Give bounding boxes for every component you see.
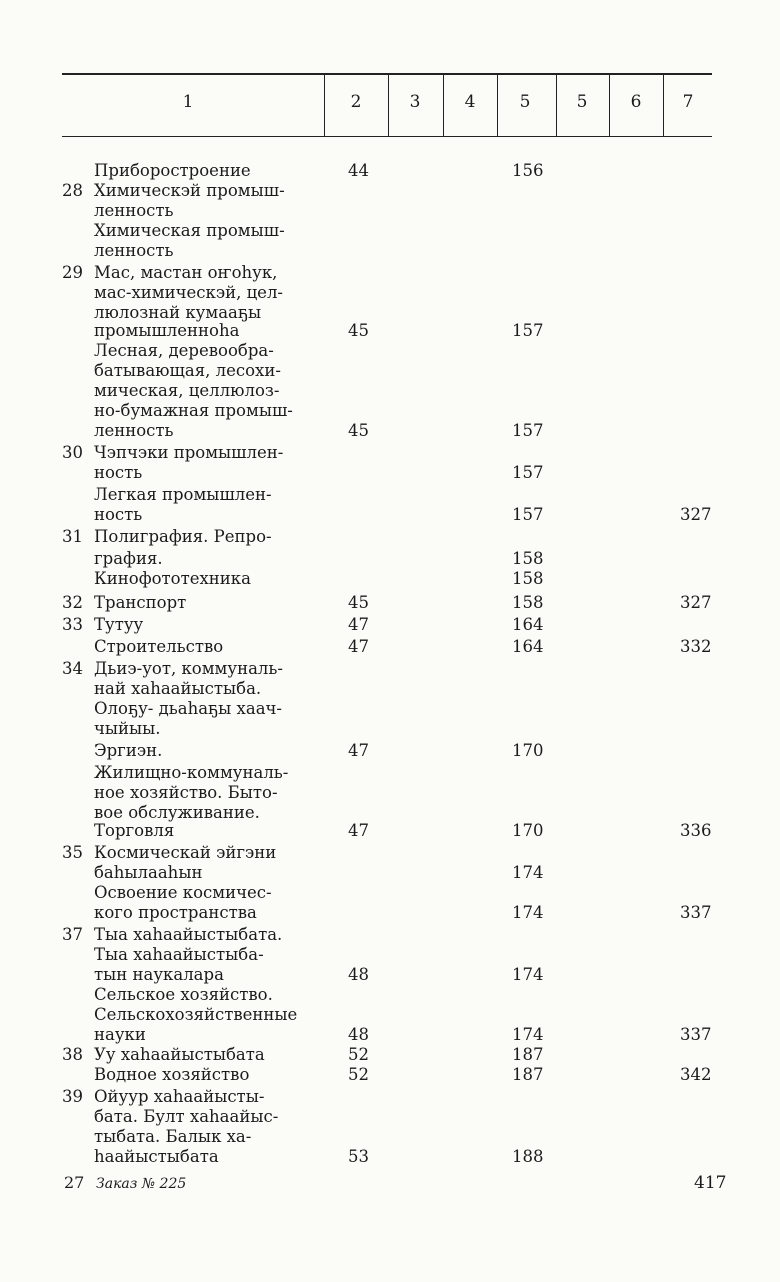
table-row [0, 984, 780, 1006]
row-label: промышленноһа [94, 321, 240, 340]
table-row [0, 1044, 780, 1066]
table-row [0, 420, 780, 442]
row-number: 35 [62, 843, 83, 862]
row-label: Ойуур хаһаайысты- [94, 1087, 265, 1106]
table-row [0, 340, 780, 362]
table-row [0, 1146, 780, 1168]
col-7-value: 337 [680, 903, 712, 922]
col-5-value: 188 [512, 1147, 544, 1166]
row-label: Водное хозяйство [94, 1065, 250, 1084]
table-row [0, 200, 780, 222]
table-row [0, 360, 780, 382]
column-divider [663, 75, 664, 136]
row-label: мическая, целлюлоз- [94, 381, 280, 400]
table-row [0, 320, 780, 342]
col-2-value: 48 [348, 1025, 369, 1044]
table-row [0, 220, 780, 242]
row-number: 29 [62, 263, 83, 282]
col-5-value: 174 [512, 1025, 544, 1044]
table-row [0, 262, 780, 284]
column-divider [443, 75, 444, 136]
table-row [0, 180, 780, 202]
header-cell: 6 [630, 92, 642, 112]
column-divider [388, 75, 389, 136]
col-2-value: 53 [348, 1147, 369, 1166]
header-cell: 5 [519, 92, 531, 112]
col-7-value: 327 [680, 505, 712, 524]
col-5-value: 187 [512, 1045, 544, 1064]
col-5-value: 157 [512, 463, 544, 482]
col-2-value: 45 [348, 321, 369, 340]
table-row [0, 526, 780, 548]
row-label: най хаһаайыстыба. [94, 679, 262, 698]
row-label: һаайыстыбата [94, 1147, 219, 1166]
row-number: 37 [62, 925, 83, 944]
row-label: Космическай эйгэни [94, 843, 277, 862]
table-row [0, 1106, 780, 1128]
row-label: Химическэй промыш- [94, 181, 285, 200]
row-label: ленность [94, 201, 174, 220]
row-label: ность [94, 505, 143, 524]
table-row [0, 740, 780, 762]
row-number: 31 [62, 527, 83, 546]
table-row [0, 400, 780, 422]
col-5-value: 157 [512, 421, 544, 440]
col-2-value: 52 [348, 1045, 369, 1064]
row-label: Строительство [94, 637, 224, 656]
col-5-value: 158 [512, 569, 544, 588]
header-cell: 4 [464, 92, 476, 112]
col-2-value: 45 [348, 593, 369, 612]
col-5-value: 156 [512, 161, 544, 180]
row-label: Дьиэ-уот, коммуналь- [94, 659, 283, 678]
table-row [0, 820, 780, 842]
row-label: Легкая промышлен- [94, 485, 272, 504]
row-label: ленность [94, 421, 174, 440]
col-2-value: 47 [348, 741, 369, 760]
col-7-value: 342 [680, 1065, 712, 1084]
column-divider [497, 75, 498, 136]
table-top-rule [62, 73, 712, 75]
row-label: Сельское хозяйство. [94, 985, 273, 1004]
header-cell: 2 [350, 92, 362, 112]
row-label: Уу хаһаайыстыбата [94, 1045, 265, 1064]
row-label: вое обслуживание. [94, 803, 260, 822]
col-7-value: 332 [680, 637, 712, 656]
row-number: 28 [62, 181, 83, 200]
row-label: бата. Булт хаһаайыс- [94, 1107, 279, 1126]
table-row [0, 718, 780, 740]
row-label: Кинофототехника [94, 569, 251, 588]
print-order: Заказ № 225 [96, 1176, 187, 1192]
row-number: 38 [62, 1045, 83, 1064]
table-row [0, 902, 780, 924]
table-row [0, 484, 780, 506]
col-5-value: 158 [512, 593, 544, 612]
row-label: Химическая промыш- [94, 221, 285, 240]
table-row [0, 282, 780, 304]
row-label: тыбата. Балык ха- [94, 1127, 252, 1146]
header-cell: 7 [682, 92, 694, 112]
table-row [0, 442, 780, 464]
col-5-value: 164 [512, 637, 544, 656]
col-5-value: 174 [512, 965, 544, 984]
col-2-value: 45 [348, 421, 369, 440]
row-label: графия. [94, 549, 163, 568]
sheet-number: 27 [64, 1173, 85, 1192]
col-2-value: 52 [348, 1065, 369, 1084]
column-divider [609, 75, 610, 136]
table-row [0, 678, 780, 700]
table-row [0, 614, 780, 636]
table-row [0, 160, 780, 182]
table-row [0, 1064, 780, 1086]
row-label: Мас, мастан оҥоһук, [94, 263, 278, 282]
table-header-rule [62, 136, 712, 137]
row-number: 30 [62, 443, 83, 462]
table-row [0, 380, 780, 402]
table-row [0, 944, 780, 966]
row-number: 33 [62, 615, 83, 634]
table-row [0, 924, 780, 946]
table-row [0, 636, 780, 658]
col-5-value: 157 [512, 321, 544, 340]
row-label: но-бумажная промыш- [94, 401, 293, 420]
col-5-value: 170 [512, 821, 544, 840]
column-divider [324, 75, 325, 136]
row-label: ность [94, 463, 143, 482]
row-label: Тыа хаһаайыстыбата. [94, 925, 283, 944]
table-row [0, 882, 780, 904]
col-5-value: 187 [512, 1065, 544, 1084]
row-label: Транспорт [94, 593, 187, 612]
header-cell: 5 [576, 92, 588, 112]
col-2-value: 47 [348, 637, 369, 656]
col-5-value: 174 [512, 903, 544, 922]
row-number: 39 [62, 1087, 83, 1106]
header-cell: 3 [409, 92, 421, 112]
row-label: Приборостроение [94, 161, 251, 180]
row-label: Тутуу [94, 615, 144, 634]
row-label: Эргиэн. [94, 741, 163, 760]
row-label: Лесная, деревообра- [94, 341, 274, 360]
table-row [0, 698, 780, 720]
table-row [0, 504, 780, 526]
page-number: 417 [694, 1173, 727, 1193]
row-label: Освоение космичес- [94, 883, 272, 902]
row-label: батывающая, лесохи- [94, 361, 281, 380]
row-label: Полиграфия. Репро- [94, 527, 272, 546]
row-label: тын наукалара [94, 965, 224, 984]
table-row [0, 1004, 780, 1026]
table-row [0, 462, 780, 484]
col-5-value: 170 [512, 741, 544, 760]
row-label: Сельскохозяйственные [94, 1005, 298, 1024]
table-row [0, 592, 780, 614]
row-label: Торговля [94, 821, 175, 840]
table-row [0, 568, 780, 590]
column-divider [556, 75, 557, 136]
col-2-value: 44 [348, 161, 369, 180]
row-label: науки [94, 1025, 146, 1044]
row-label: ленность [94, 241, 174, 260]
col-2-value: 47 [348, 615, 369, 634]
row-label: кого пространства [94, 903, 257, 922]
col-5-value: 158 [512, 549, 544, 568]
table-row [0, 842, 780, 864]
table-row [0, 1086, 780, 1108]
table-row [0, 1024, 780, 1046]
table-row [0, 1126, 780, 1148]
table-row [0, 964, 780, 986]
row-number: 32 [62, 593, 83, 612]
row-label: чыйыы. [94, 719, 161, 738]
row-label: мас-химическэй, цел- [94, 283, 284, 302]
table-row [0, 782, 780, 804]
col-7-value: 336 [680, 821, 712, 840]
col-5-value: 164 [512, 615, 544, 634]
row-number: 34 [62, 659, 83, 678]
table-row [0, 548, 780, 570]
row-label: Тыа хаһаайыстыба- [94, 945, 264, 964]
table-row [0, 658, 780, 680]
row-label: Чэпчэки промышлен- [94, 443, 284, 462]
col-7-value: 337 [680, 1025, 712, 1044]
header-cell: 1 [182, 92, 194, 112]
table-row [0, 862, 780, 884]
row-label: Жилищно-коммуналь- [94, 763, 289, 782]
col-7-value: 327 [680, 593, 712, 612]
row-label: Олоҕу- дьаһаҕы хаач- [94, 699, 283, 718]
row-label: ное хозяйство. Быто- [94, 783, 278, 802]
table-row [0, 762, 780, 784]
col-2-value: 48 [348, 965, 369, 984]
col-5-value: 174 [512, 863, 544, 882]
table-row [0, 240, 780, 262]
col-2-value: 47 [348, 821, 369, 840]
col-5-value: 157 [512, 505, 544, 524]
row-label: баһылааһын [94, 863, 203, 882]
row-label: люлознай кумааҕы [94, 303, 262, 322]
